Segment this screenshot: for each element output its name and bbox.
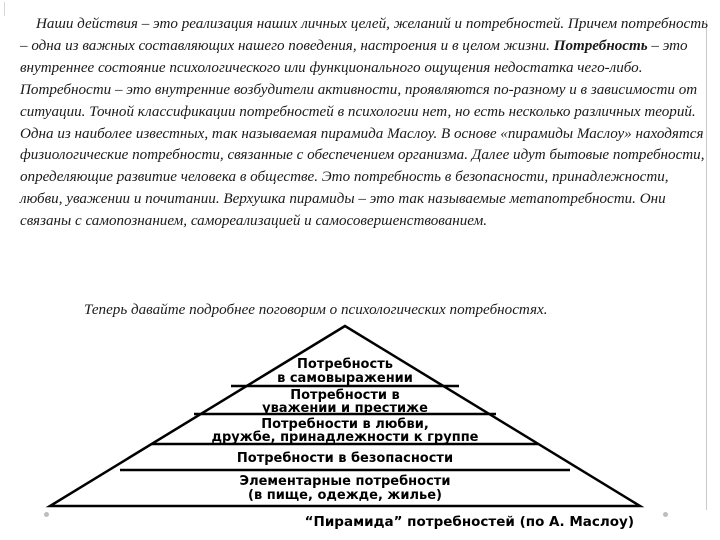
term-bold: Потребность bbox=[553, 37, 648, 54]
paragraph-start: Наши действия – это реализация наших личных целей, желаний и потребностей. Причем потребность – одна из важных составляющих нашего поведения, настроения и в целом жизни. bbox=[20, 16, 708, 54]
decor-dot-left bbox=[44, 512, 49, 517]
level-5-line-2: (в пище, одежде, жилье) bbox=[248, 488, 442, 503]
level-3-line-1: Потребности в любви, bbox=[261, 417, 429, 432]
level-3-line-2: дружбе, принадлежности к группе bbox=[211, 430, 479, 445]
corner-rule bbox=[4, 2, 5, 16]
figure-caption: “Пирамида” потребностей (по А. Маслоу) bbox=[304, 514, 634, 530]
closing-sentence: Теперь давайте подробнее поговорим о психологических потребностях. bbox=[84, 302, 548, 318]
level-2-line-1: Потребности в bbox=[290, 388, 400, 403]
maslow-pyramid-figure bbox=[34, 322, 656, 532]
pyramid-svg bbox=[34, 322, 656, 532]
paragraph-rest: – это внутреннее состояние психологического или функционального ощущения недостатка чего-либо. Потребности – это внутренние возбудители активности, проявляются по-разному и в зависимости от ситуации. Точной классификации потребностей в психологии нет, но есть несколько различных теорий. Одна из наиболее известных, так называемая пирамида Маслоу. В основе «пирамиды Маслоу» находятся физиологические потребности, связанные с обеспечением организма. Далее идут бытовые потребности, определяющие развитие человека в обществе. Это потребность в безопасности, принадлежности, любви, уважении и почитании. Верхушка пирамиды – это так называемые метапотребности. Они связаны с самопознанием, самореализацией и самосовершенствованием. bbox=[20, 37, 705, 230]
level-1-line-1: Потребность bbox=[297, 357, 393, 372]
decor-dot-right bbox=[663, 512, 668, 517]
level-5-line-1: Элементарные потребности bbox=[239, 474, 451, 489]
level-1-line-2: в самовыражении bbox=[277, 371, 413, 386]
body-paragraph bbox=[20, 14, 710, 233]
level-2-line-2: уважении и престиже bbox=[262, 401, 428, 416]
level-4-line-1: Потребности в безопасности bbox=[236, 451, 454, 466]
